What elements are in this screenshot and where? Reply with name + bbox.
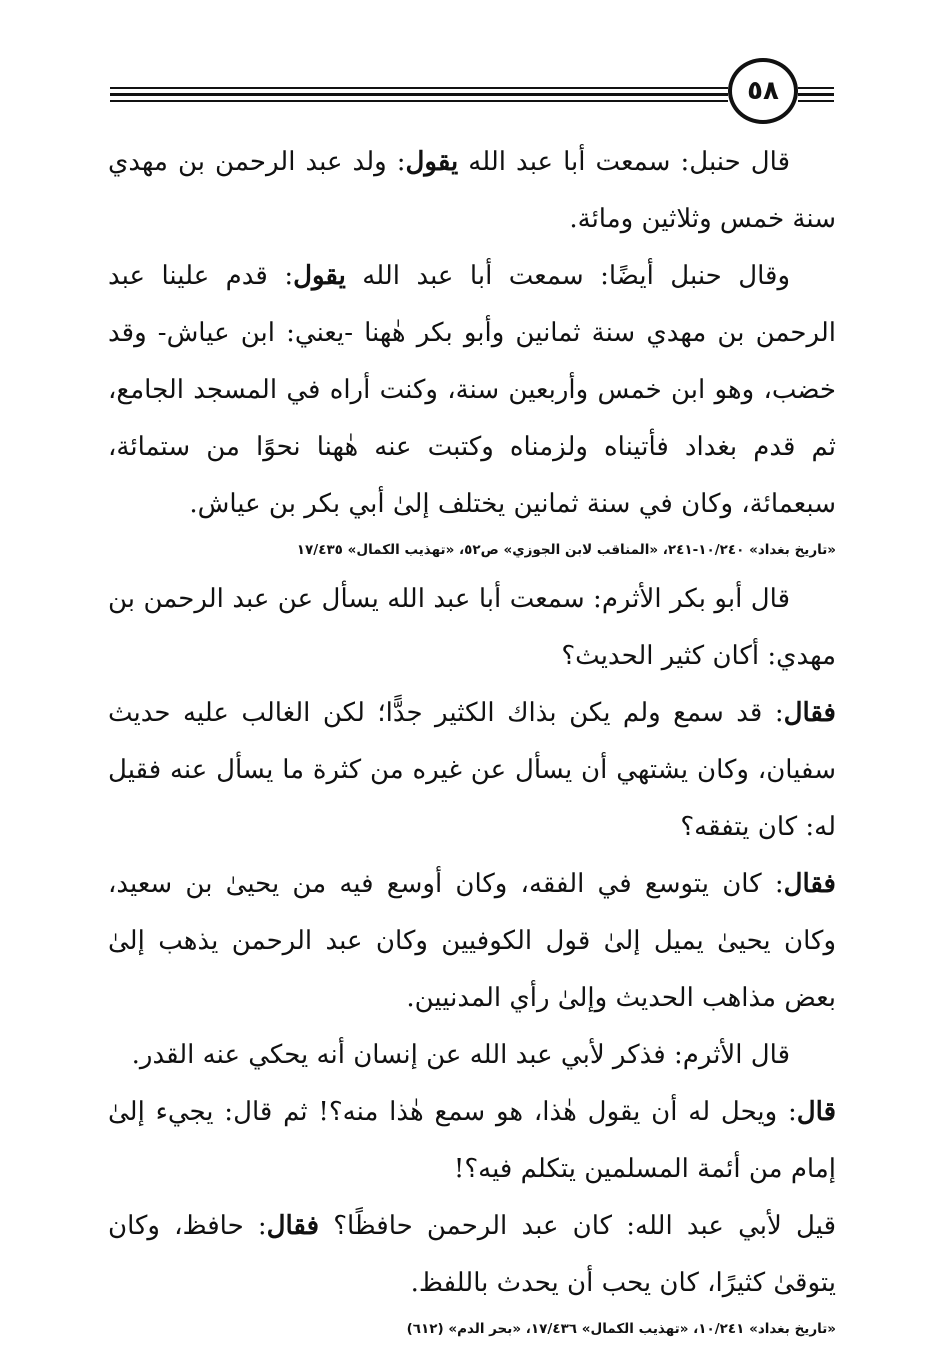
- header-rule: [798, 87, 834, 89]
- bold-keyword: فقال: [266, 1211, 320, 1241]
- page-header: [110, 58, 834, 128]
- paragraph: قيل لأبي عبد الله: كان عبد الرحمن حافظًا؟ فقال: حافظ، وكان يتوقىٰ كثيرًا، كان يحب أن يحدث باللفظ.: [108, 1211, 837, 1298]
- bold-keyword: يقول: [293, 261, 346, 291]
- bold-keyword: فقال: [783, 869, 836, 899]
- source-citation: «تاريخ بغداد» ١٠/٢٤٠-٢٤١، «المناقب لابن الجوزي» ص٥٢، «تهذيب الكمال» ١٧/٤٣٥: [296, 542, 836, 558]
- header-rule: [110, 93, 728, 96]
- bold-keyword: قال: [796, 1097, 836, 1127]
- bold-keyword: فقال: [783, 698, 836, 728]
- paragraph: قال حنبل: سمعت أبا عبد الله يقول: ولد عبد الرحمن بن مهدي سنة خمس وثلاثين ومائة.: [108, 147, 836, 234]
- source-citation: «تاريخ بغداد» ١٠/٢٤١، «تهذيب الكمال» ١٧/٤٣٦، «بحر الدم» (٦١٢): [406, 1321, 836, 1337]
- header-rule: [798, 100, 834, 102]
- page-body: [108, 134, 836, 1350]
- paragraph: فقال: كان يتوسع في الفقه، وكان أوسع فيه من يحيىٰ بن سعيد، وكان يحيىٰ يميل إلىٰ قول الكوفيين وكان عبد الرحمن يذهب إلىٰ بعض مذاهب الحديث وإلىٰ رأي المدنيين.: [108, 869, 836, 1013]
- bold-keyword: يقول: [405, 147, 459, 177]
- paragraph: قال أبو بكر الأثرم: سمعت أبا عبد الله يسأل عن عبد الرحمن بن مهدي: أكان كثير الحديث؟: [108, 584, 836, 671]
- paragraph: فقال: قد سمع ولم يكن بذاك الكثير جدًّا؛ لكن الغالب عليه حديث سفيان، وكان يشتهي أن يسأل عن غيره من كثرة ما يسأل عنه فقيل له: كان يتفقه؟: [108, 698, 836, 842]
- page-number: ٥٨: [728, 58, 798, 124]
- paragraph: قال: ويحل له أن يقول هٰذا، هو سمع هٰذا منه؟! ثم قال: يجيء إلىٰ إمام من أئمة المسلمين يتكلم فيه؟!: [108, 1097, 836, 1184]
- header-rule: [110, 87, 728, 89]
- header-rule: [798, 93, 834, 96]
- paragraph: وقال حنبل أيضًا: سمعت أبا عبد الله يقول: قدم علينا عبد الرحمن بن مهدي سنة ثمانين وأبو بكر هٰهنا -يعني: ابن عياش- وقد خضب، وهو ابن خمس وأربعين سنة، وكنت أراه في المسجد الجامع، ثم قدم بغداد فأتيناه ولزمناه وكتبت عنه هٰهنا نحوًا من ستمائة، سبعمائة، وكان في سنة ثمانين يختلف إلىٰ أبي بكر بن عياش.: [108, 261, 836, 519]
- paragraph: قال الأثرم: فذكر لأبي عبد الله عن إنسان أنه يحكي عنه القدر.: [131, 1040, 790, 1070]
- header-rule: [110, 100, 728, 102]
